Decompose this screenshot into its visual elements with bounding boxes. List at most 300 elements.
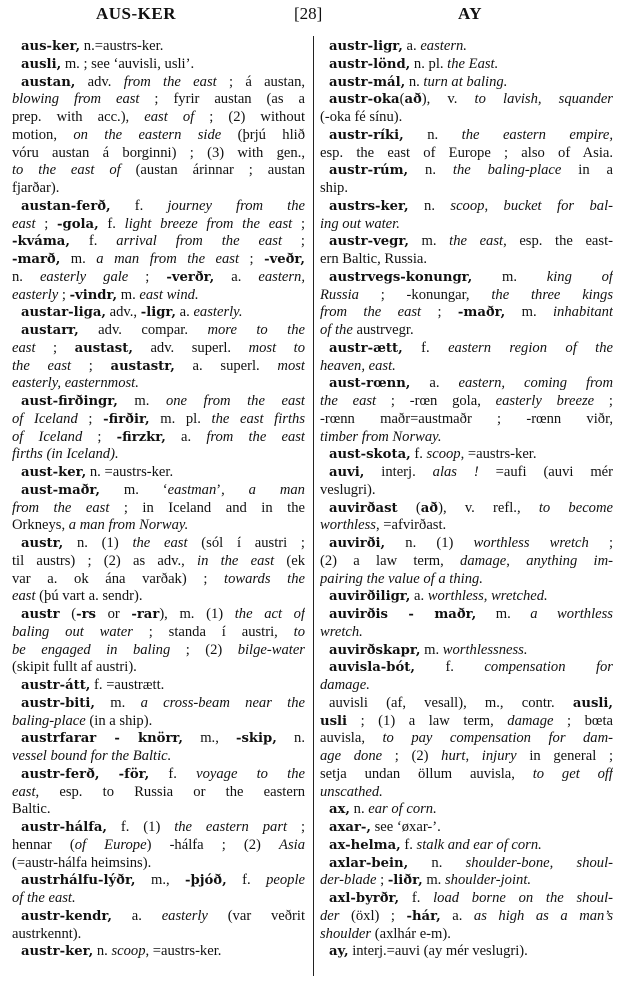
text-run: a. xyxy=(165,428,207,445)
gloss: east of xyxy=(144,109,195,125)
headword: aust-ker, xyxy=(21,465,87,480)
text-line xyxy=(320,695,613,713)
text-run: (þrjú hlið xyxy=(221,126,305,143)
headword: -verðr, xyxy=(166,269,215,285)
gloss: in the east xyxy=(197,552,275,569)
text-run: auvisli (af, vesall), m., contr. xyxy=(329,694,573,711)
text-run: (axlhár e-m). xyxy=(371,925,451,942)
text-run: auvisla, xyxy=(320,730,383,747)
gloss: a man xyxy=(248,481,305,498)
text-line xyxy=(12,56,305,74)
page-header xyxy=(0,2,625,24)
headword: axl-byrðr, xyxy=(329,891,400,906)
gloss: baling out water xyxy=(12,623,133,640)
text-line xyxy=(320,74,613,92)
gloss: ear of corn. xyxy=(368,801,437,818)
gloss: the act of xyxy=(234,606,305,622)
text-run: n. pl. xyxy=(410,55,448,72)
text-line xyxy=(12,375,305,393)
text-run: m. xyxy=(476,606,531,622)
text-run: f. =austrætt. xyxy=(90,677,165,693)
text-run: ; xyxy=(282,233,305,250)
gloss: east wind. xyxy=(139,286,199,303)
headword: austarr, xyxy=(21,323,79,338)
headword: ausli, xyxy=(21,56,62,72)
headword: -rar xyxy=(131,607,160,622)
text-run: ; xyxy=(128,268,167,285)
text-run: ; fyrir austan (as a xyxy=(139,91,305,108)
text-run: m. pl. xyxy=(149,410,212,427)
text-line xyxy=(12,304,305,322)
text-line xyxy=(320,766,613,784)
headword: austar-liga, xyxy=(21,305,106,321)
text-run: m., xyxy=(135,872,186,889)
gloss: from the east xyxy=(320,304,422,321)
column-divider xyxy=(313,36,314,976)
text-run: adv. xyxy=(75,73,124,90)
text-line xyxy=(320,677,613,695)
gloss: on the eastern side xyxy=(73,126,222,143)
gloss: baling-place xyxy=(12,712,86,729)
gloss: east xyxy=(12,215,36,232)
text-line xyxy=(320,748,613,766)
text-line xyxy=(12,784,305,802)
headword: austr-kendr, xyxy=(21,908,112,924)
headword: ax, xyxy=(329,802,350,818)
gloss: of Europe xyxy=(74,836,147,853)
headword: auvirðast xyxy=(329,500,398,516)
gloss: of Iceland xyxy=(12,428,83,445)
gloss: from the east xyxy=(12,499,110,516)
headword: austr-ríki, xyxy=(329,127,404,143)
gloss: east xyxy=(12,339,36,356)
gloss: most to xyxy=(248,339,305,356)
text-line xyxy=(12,695,305,713)
headword: -vindr, xyxy=(69,287,118,303)
text-run: (ek xyxy=(274,552,305,569)
text-run: in a xyxy=(561,162,613,179)
text-line xyxy=(12,358,305,376)
gloss: easterly xyxy=(12,286,59,303)
gloss: eastern region of the xyxy=(448,339,613,356)
headword: -veðr, xyxy=(264,252,305,267)
headword: austr, xyxy=(21,536,64,551)
headword: -firzkr, xyxy=(116,429,166,445)
text-run: , esp. the east- xyxy=(503,233,613,250)
headword: ay, xyxy=(329,944,349,960)
headword: austr-ætt, xyxy=(329,340,403,356)
gloss: age done xyxy=(320,748,383,764)
text-run: m. xyxy=(117,393,166,409)
gloss: Russia xyxy=(320,286,359,303)
text-run: a. xyxy=(176,304,194,321)
gloss: to pay compensation for dam- xyxy=(382,730,613,747)
text-line xyxy=(12,340,305,358)
text-run: ; xyxy=(588,535,613,551)
text-line xyxy=(320,837,613,855)
text-run: m. xyxy=(472,268,547,285)
gloss: stalk and ear of corn. xyxy=(416,836,542,853)
text-run: f. xyxy=(149,765,197,782)
text-run: ; xyxy=(77,410,104,427)
text-run: m. xyxy=(505,304,553,321)
text-run: n. xyxy=(405,73,424,90)
text-run: f. (1) xyxy=(107,819,175,835)
text-line xyxy=(12,730,305,748)
text-run: , xyxy=(484,197,504,214)
text-line xyxy=(12,269,305,287)
text-run: =aufi (auvi mér xyxy=(478,464,613,480)
headword: -maðr, xyxy=(457,305,506,321)
text-run: interj. xyxy=(364,464,433,480)
gloss: east xyxy=(12,783,36,800)
gloss: the east xyxy=(449,233,504,250)
text-run: (in a ship). xyxy=(85,712,153,729)
right-column xyxy=(320,38,613,961)
headword: aust-maðr, xyxy=(21,482,100,498)
text-line xyxy=(320,127,613,145)
gloss: the eastern part xyxy=(174,819,288,835)
headword: auvi, xyxy=(329,465,365,480)
gloss: timber from Norway. xyxy=(320,428,442,445)
text-line xyxy=(12,251,305,269)
text-run: ), v. xyxy=(421,91,475,108)
text-line xyxy=(320,429,613,447)
text-run: esp. the east of Europe ; also of Asia. xyxy=(320,144,613,161)
gloss: alas ! xyxy=(432,464,479,480)
text-line xyxy=(320,91,613,109)
text-run: n. xyxy=(276,730,305,747)
text-run: f. xyxy=(110,197,168,214)
gloss: arrival from the east xyxy=(116,233,282,250)
text-line xyxy=(320,340,613,358)
gloss: injury xyxy=(481,748,517,764)
text-line xyxy=(12,109,305,127)
text-line xyxy=(12,766,305,784)
headword: ausli, xyxy=(572,695,613,711)
gloss: to get off xyxy=(532,765,613,782)
headword: auvirði, xyxy=(329,536,386,551)
text-run: ; xyxy=(82,428,117,445)
text-line xyxy=(320,287,613,305)
text-run: or xyxy=(95,606,132,622)
text-line xyxy=(12,322,305,340)
text-run: see ‘øxar-’. xyxy=(370,819,441,835)
gloss: from the east xyxy=(206,428,305,445)
text-run: ship. xyxy=(320,180,348,196)
gloss: scoop xyxy=(450,197,485,214)
text-line xyxy=(320,730,613,748)
text-line xyxy=(320,56,613,74)
text-line xyxy=(12,943,305,961)
gloss: a man from the east xyxy=(96,251,240,267)
gloss: bilge-water xyxy=(237,641,305,658)
text-run: ; xyxy=(58,286,70,303)
gloss: anything im- xyxy=(526,552,613,569)
gloss: eastern. xyxy=(420,38,467,54)
text-line xyxy=(320,358,613,376)
text-line xyxy=(320,38,613,56)
headword: auvirðis - maðr, xyxy=(329,607,477,622)
gloss: light breeze from the east xyxy=(124,215,293,232)
text-run: austrvegr. xyxy=(352,322,414,338)
text-run: interj.=auvi (ay mér veslugri). xyxy=(348,943,528,960)
text-run xyxy=(99,766,118,782)
text-run: , xyxy=(506,552,527,569)
gloss: blowing from east xyxy=(12,91,140,108)
text-line xyxy=(12,38,305,56)
text-run: prep. with acc.), xyxy=(12,109,145,125)
text-run: (öxl) ; xyxy=(339,907,407,924)
text-line xyxy=(12,837,305,855)
text-line xyxy=(12,713,305,731)
headword: austr-lönd, xyxy=(329,56,411,72)
text-run: a. xyxy=(402,38,421,54)
headword: -kváma, xyxy=(12,234,70,250)
text-run: (sól í austri ; xyxy=(187,535,305,551)
text-line xyxy=(320,553,613,571)
gloss: turn at baling. xyxy=(423,73,508,90)
gloss: to lavish, squander xyxy=(474,91,613,108)
text-line xyxy=(12,588,305,606)
text-run: n. (1) xyxy=(63,535,133,551)
text-line xyxy=(320,535,613,553)
gloss: shoulder-joint. xyxy=(444,872,532,889)
gloss: load borne on the shoul- xyxy=(433,890,613,906)
gloss: worthless, wretched. xyxy=(427,588,548,605)
gloss: unscathed. xyxy=(320,783,383,800)
text-line xyxy=(320,855,613,873)
gloss: the east xyxy=(320,393,377,409)
text-line xyxy=(320,801,613,819)
text-line xyxy=(12,606,305,624)
text-run: ; xyxy=(287,819,305,835)
gloss: the baling-place xyxy=(452,162,562,179)
text-run: (þú vart a. sendr). xyxy=(35,588,143,605)
headword: austr-rúm, xyxy=(329,163,409,179)
text-run: n. xyxy=(408,854,466,871)
text-run: ; xyxy=(594,393,613,409)
headword: austrfarar - knörr, xyxy=(21,731,184,747)
gloss: most xyxy=(277,357,305,374)
text-run: ’, xyxy=(216,481,249,498)
text-line xyxy=(320,464,613,482)
headword: austr-ferð, xyxy=(21,766,100,782)
text-line xyxy=(320,588,613,606)
gloss: scoop xyxy=(426,446,461,463)
gloss: from the east xyxy=(123,73,217,90)
gloss: one from the east xyxy=(165,393,305,409)
headword: -ligr, xyxy=(140,305,177,321)
text-run: austrkennt). xyxy=(12,925,82,942)
text-run: f. xyxy=(410,446,427,463)
text-run: ; bœta xyxy=(553,712,613,729)
headword: aust-firðingr, xyxy=(21,394,118,409)
text-run: (skipit fullt af austri). xyxy=(12,659,137,676)
text-line xyxy=(320,233,613,251)
text-line xyxy=(320,446,613,464)
text-run: f. xyxy=(226,872,267,889)
headword: auvisla-bót, xyxy=(329,660,415,676)
text-run: n. xyxy=(408,162,453,179)
text-line xyxy=(320,198,613,216)
text-line xyxy=(320,872,613,890)
text-run: , xyxy=(465,748,482,764)
gloss: eastman xyxy=(167,481,217,498)
text-run: f. xyxy=(69,233,117,250)
gloss: hurt xyxy=(441,748,466,764)
text-run: f. xyxy=(400,836,417,853)
text-line xyxy=(320,393,613,411)
text-line xyxy=(320,943,613,961)
text-line xyxy=(12,91,305,109)
text-run: a. superl. xyxy=(174,357,278,374)
text-line xyxy=(12,393,305,411)
gloss: worthless wretch xyxy=(473,535,589,551)
gloss: of the xyxy=(320,322,353,338)
text-line xyxy=(12,926,305,944)
text-line xyxy=(12,287,305,305)
text-line xyxy=(12,642,305,660)
gloss: a cross-beam near the xyxy=(140,694,305,711)
gloss: ing out water. xyxy=(320,215,400,232)
text-line xyxy=(320,145,613,163)
headword: -marð, xyxy=(12,252,61,267)
text-run: m. xyxy=(117,286,140,303)
text-run: m. xyxy=(408,233,450,250)
text-run: a. xyxy=(410,375,459,392)
gloss: to xyxy=(293,623,305,640)
text-line xyxy=(320,109,613,127)
text-line xyxy=(12,801,305,819)
gloss: Asia xyxy=(279,836,305,853)
gloss: scoop xyxy=(111,943,146,960)
text-run: n. xyxy=(93,943,112,960)
text-line xyxy=(12,74,305,92)
gloss: more to the xyxy=(207,322,305,338)
gloss: der xyxy=(320,907,340,924)
gloss: damage. xyxy=(320,677,370,693)
gloss: shoulder-bone, shoul- xyxy=(465,854,613,871)
text-run: motion, xyxy=(12,126,74,143)
text-run: (var veðrit xyxy=(207,907,305,924)
gloss: voyage to the xyxy=(196,765,305,782)
text-run: Baltic. xyxy=(12,801,51,818)
text-run: ; xyxy=(376,872,388,889)
text-run: veslugri). xyxy=(320,481,376,498)
text-run: (2) a law term, xyxy=(320,552,461,569)
text-run: f. xyxy=(402,339,449,356)
text-run: a. xyxy=(440,907,474,924)
headword: austr-mál, xyxy=(329,74,406,90)
headword: auvirðiligr, xyxy=(329,589,411,605)
headword: ax-helma, xyxy=(329,837,401,853)
gloss: the eastern empire, xyxy=(461,126,613,143)
gloss: journey from the xyxy=(167,197,305,214)
text-line xyxy=(320,251,613,269)
text-line xyxy=(320,180,613,198)
text-run: m. xyxy=(422,872,445,889)
text-run: n. xyxy=(350,801,369,818)
gloss: der-blade xyxy=(320,872,377,889)
text-line xyxy=(12,855,305,873)
text-run: hennar ( xyxy=(12,836,75,853)
text-run: til austrs) ; (2) as adv., xyxy=(12,552,198,569)
text-run: in general ; xyxy=(516,748,613,764)
text-run: ; in Iceland and in the xyxy=(109,499,305,516)
text-line xyxy=(320,624,613,642)
text-run: ), v. refl., xyxy=(438,499,539,516)
text-run: n. =austrs-ker. xyxy=(86,464,174,480)
headword: axlar-bein, xyxy=(329,855,409,871)
text-run: ; (2) xyxy=(170,641,238,658)
headword: aust-rœnn, xyxy=(329,376,411,392)
text-line xyxy=(320,784,613,802)
headword: usli xyxy=(320,713,348,729)
text-run: (austan árinnar ; austan xyxy=(120,162,305,179)
text-line xyxy=(12,890,305,908)
gloss: wretch. xyxy=(320,623,363,640)
text-line xyxy=(320,269,613,287)
headword: austr-oka xyxy=(329,92,400,108)
gloss: worthlessness. xyxy=(442,641,528,658)
headword: austr-ligr, xyxy=(329,39,403,54)
headword: að xyxy=(404,92,422,108)
headword: axar-, xyxy=(329,820,371,835)
headword: austr-ker, xyxy=(21,944,94,960)
text-run: ( xyxy=(59,606,77,622)
text-run: ; xyxy=(421,304,458,321)
headword: að xyxy=(420,500,439,516)
text-line xyxy=(12,748,305,766)
text-run: vóru austan á borginni) ; (3) with gen., xyxy=(12,144,305,161)
text-line xyxy=(12,233,305,251)
headword: aus-ker, xyxy=(21,39,81,54)
text-line xyxy=(12,162,305,180)
gloss: damage xyxy=(507,712,554,729)
text-run: ; xyxy=(35,215,58,232)
gloss: eastern, xyxy=(258,268,305,285)
gloss: shoulder xyxy=(320,925,372,942)
text-run: ; xyxy=(292,215,305,232)
page-number: [28] xyxy=(294,4,323,23)
gloss: easterly gale xyxy=(39,268,129,285)
text-run: ( xyxy=(399,91,405,108)
headword: -rs xyxy=(76,607,96,622)
text-run: ern Baltic, Russia. xyxy=(320,251,428,267)
text-line xyxy=(12,677,305,695)
gloss: easterly breeze xyxy=(495,393,595,409)
text-line xyxy=(320,890,613,908)
gloss: easterly. xyxy=(193,304,243,321)
text-run: n. xyxy=(403,126,462,143)
gloss: pairing the value of a thing. xyxy=(320,570,483,587)
gloss: eastern, coming from xyxy=(458,375,613,392)
headword: austrvegs-konungr, xyxy=(329,269,473,285)
text-line xyxy=(12,216,305,234)
gloss: of Iceland xyxy=(12,410,78,427)
text-run: a. xyxy=(112,907,162,924)
text-run: ) -hálfa ; (2) xyxy=(146,836,280,853)
headword: auvirðskapr, xyxy=(329,642,421,658)
gloss: a worthless xyxy=(530,606,613,622)
text-run: ; xyxy=(35,339,75,356)
headword: aust-skota, xyxy=(329,447,411,463)
text-run: f. xyxy=(399,890,434,906)
text-run: ; (2) without xyxy=(194,109,305,125)
gloss: damage xyxy=(460,552,507,569)
text-run: f. xyxy=(414,659,485,676)
